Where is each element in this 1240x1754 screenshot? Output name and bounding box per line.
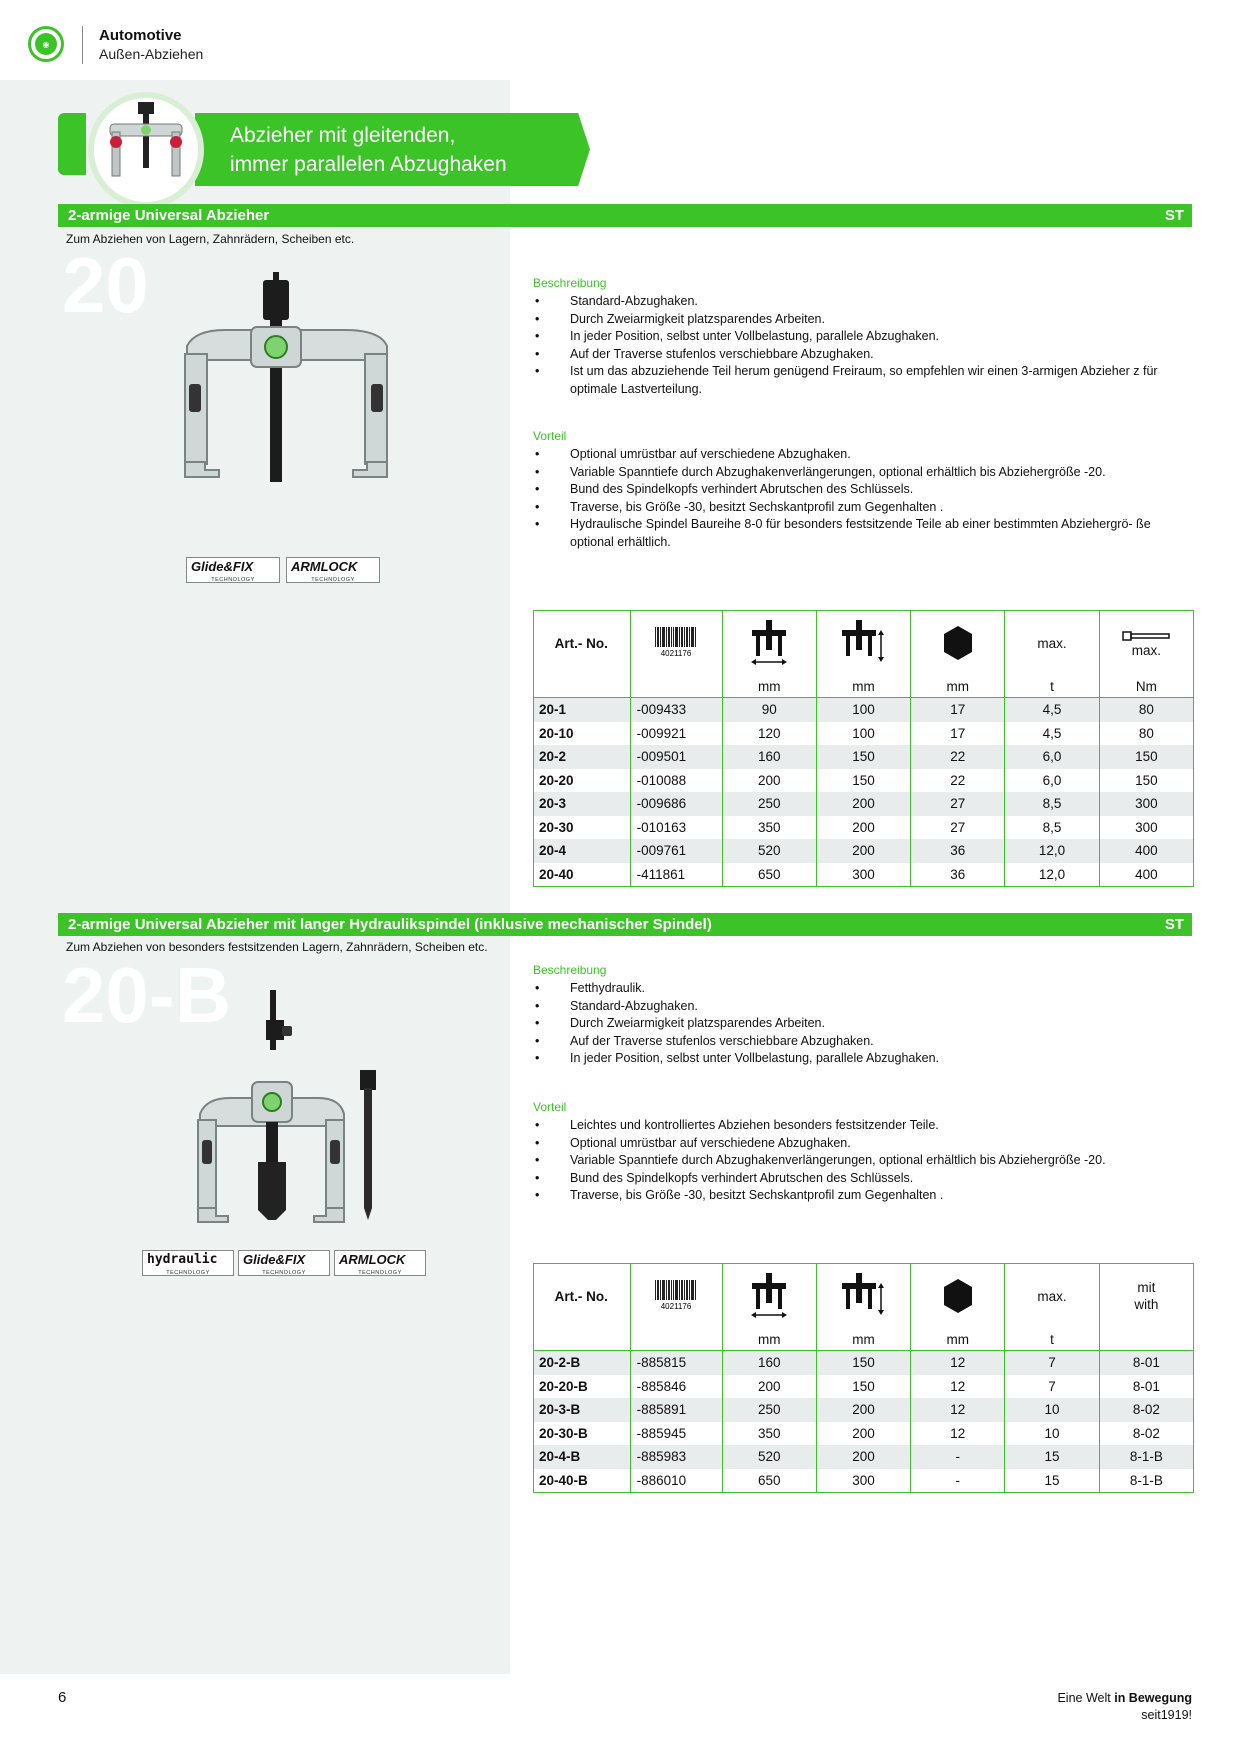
table-cell: 20-40-B <box>539 1472 588 1488</box>
reach-icon-header <box>722 611 816 676</box>
table-cell: 200 <box>816 792 910 816</box>
badge-armlock <box>286 557 380 583</box>
section2-vorteil-label: Vorteil <box>533 1100 567 1114</box>
table-cell: -411861 <box>630 863 722 887</box>
table-cell: 10 <box>1005 1398 1099 1422</box>
hexagon-icon <box>942 625 974 661</box>
slogan-bold: in Bewegung <box>1114 1691 1192 1705</box>
table-row <box>534 722 1194 746</box>
unit-cell <box>630 1328 722 1351</box>
table-cell: 150 <box>1099 745 1193 769</box>
section2-title: 2-armige Universal Abzieher mit langer Hydraulikspindel (inklusive mechanischer Spindel) <box>68 916 712 933</box>
table-cell: 150 <box>816 1375 910 1399</box>
table-cell: 200 <box>722 1375 816 1399</box>
torque-wrench-icon <box>1121 629 1171 643</box>
table-cell: 80 <box>1099 722 1193 746</box>
table-cell: 22 <box>911 745 1005 769</box>
table-cell: 7 <box>1005 1351 1099 1375</box>
table-cell: 20-20-B <box>539 1378 588 1394</box>
section2-table-body <box>534 1351 1194 1493</box>
banner-title-line1: Abzieher mit gleitenden, <box>230 124 456 147</box>
list-item: • Variable Spanntiefe durch Abzughakenverlängerungen, optional erhältlich bis Abziehergröße -20. <box>533 1152 1193 1170</box>
table-cell: -009761 <box>630 839 722 863</box>
badge-armlock-tech: TECHNOLOGY <box>358 1270 402 1276</box>
section1-code: ST <box>1164 207 1184 224</box>
list-item: • Fetthydraulik. <box>533 980 1193 998</box>
header-divider <box>82 26 83 64</box>
table-row <box>534 816 1194 840</box>
table-cell: -009686 <box>630 792 722 816</box>
table-cell: 150 <box>1099 769 1193 793</box>
banner-tab <box>58 113 86 175</box>
max-torque-header <box>1099 611 1193 676</box>
table-cell: 650 <box>722 1469 816 1493</box>
table-cell: 20-20 <box>539 772 574 788</box>
table-cell: 8-02 <box>1099 1398 1193 1422</box>
section2-beschreibung-list <box>533 980 1193 1068</box>
banner-product-image <box>88 92 204 208</box>
section1-vorteil-label: Vorteil <box>533 429 567 443</box>
slogan-line2: seit1919! <box>1141 1708 1192 1722</box>
list-item: • In jeder Position, selbst unter Vollbelastung, parallele Abzughaken. <box>533 328 1193 346</box>
section1-big-number: 20 <box>62 241 149 329</box>
footer-slogan <box>1057 1690 1192 1724</box>
list-item: • Durch Zweiarmigkeit platzsparendes Arbeiten. <box>533 1015 1193 1033</box>
table-cell: 300 <box>1099 792 1193 816</box>
table-cell: 12 <box>911 1422 1005 1446</box>
unit-cell: mm <box>911 675 1005 698</box>
table-cell: -885983 <box>630 1445 722 1469</box>
badge-glide-fix-tech: TECHNOLOGY <box>262 1270 306 1276</box>
table-cell: - <box>911 1469 1005 1493</box>
table-cell: 20-3-B <box>534 1398 631 1422</box>
table-row <box>534 745 1194 769</box>
section2-beschreibung-label: Beschreibung <box>533 963 607 977</box>
section1-title: 2-armige Universal Abzieher <box>68 207 270 224</box>
list-item: • Traverse, bis Größe -30, besitzt Sechskantprofil zum Gegenhalten . <box>533 1187 1193 1205</box>
table-cell: 520 <box>722 839 816 863</box>
table-cell: 15 <box>1005 1445 1099 1469</box>
badge-glide-fix <box>186 557 280 583</box>
section1-vorteil-list <box>533 446 1193 551</box>
header-subcategory: Außen-Abziehen <box>99 46 204 62</box>
table-units-row <box>534 1328 1194 1351</box>
table-cell: 36 <box>911 839 1005 863</box>
list-item: • Durch Zweiarmigkeit platzsparendes Arbeiten. <box>533 311 1193 329</box>
badge-armlock-label: ARMLOCK <box>339 1252 406 1267</box>
table-row <box>534 792 1194 816</box>
unit-cell: mm <box>911 1328 1005 1351</box>
reach-depth-icon <box>841 620 885 666</box>
table-cell: 17 <box>911 722 1005 746</box>
unit-cell <box>1099 1328 1193 1351</box>
section2-header <box>58 913 1192 936</box>
reach-icon-header <box>722 1264 816 1329</box>
unit-cell: mm <box>722 1328 816 1351</box>
table-cell: 300 <box>816 1469 910 1493</box>
table-cell: 300 <box>816 863 910 887</box>
max-force-label: max. <box>1037 1288 1067 1304</box>
badge-armlock <box>334 1250 426 1276</box>
table-row <box>534 1375 1194 1399</box>
banner-title <box>230 121 507 179</box>
table-cell: 400 <box>1099 863 1193 887</box>
table-cell: 100 <box>816 698 910 722</box>
list-item: • Standard-Abzughaken. <box>533 998 1193 1016</box>
barcode-icon <box>653 1278 699 1312</box>
artno-header: Art.- No. <box>554 635 608 651</box>
table-cell: 250 <box>722 792 816 816</box>
unit-cell: mm <box>722 675 816 698</box>
unit-cell <box>534 675 631 698</box>
list-item: • Ist um das abzuziehende Teil herum genügend Freiraum, so empfehlen wir einen 3-armigen Abzieher z für optimale Lastverteilung. <box>533 363 1193 398</box>
table-cell: 90 <box>722 698 816 722</box>
section2-spec-table <box>533 1263 1194 1493</box>
table-cell: 200 <box>816 816 910 840</box>
table-row <box>534 698 1194 722</box>
section2-subtitle: Zum Abziehen von besonders festsitzenden Lagern, Zahnrädern, Scheiben etc. <box>66 940 488 954</box>
table-cell: 20-30-B <box>539 1425 588 1441</box>
table-cell: -885815 <box>630 1351 722 1375</box>
section1-spec-table <box>533 610 1194 887</box>
hex-icon-header <box>911 1264 1005 1329</box>
table-cell: 150 <box>816 745 910 769</box>
table-cell: 400 <box>1099 839 1193 863</box>
table-cell: 120 <box>722 722 816 746</box>
table-row <box>534 1445 1194 1469</box>
table-cell: 20-1 <box>534 698 631 722</box>
table-cell: 15 <box>1005 1469 1099 1493</box>
table-cell: -885945 <box>630 1422 722 1446</box>
max-torque-label: max. <box>1131 642 1161 658</box>
table-cell: 17 <box>911 698 1005 722</box>
table-header-row <box>534 611 1194 676</box>
table-cell: -886010 <box>630 1469 722 1493</box>
table-row <box>534 1398 1194 1422</box>
table-units-row <box>534 675 1194 698</box>
unit-cell: mm <box>816 1328 910 1351</box>
list-item: • Auf der Traverse stufenlos verschiebbare Abzughaken. <box>533 1033 1193 1051</box>
table-cell: 200 <box>722 769 816 793</box>
table-cell: 250 <box>722 1398 816 1422</box>
badge-hydraulic <box>142 1250 234 1276</box>
table-row <box>534 769 1194 793</box>
list-item: • In jeder Position, selbst unter Vollbelastung, parallele Abzughaken. <box>533 1050 1193 1068</box>
list-item: • Leichtes und kontrolliertes Abziehen besonders festsitzender Teile. <box>533 1117 1193 1135</box>
table-cell: 8-02 <box>1099 1422 1193 1446</box>
section2-big-number: 20-B <box>62 951 232 1039</box>
badge-glide-fix-label: Glide&FIX <box>191 559 254 574</box>
product-image-20 <box>175 272 405 487</box>
table-cell: 12 <box>911 1398 1005 1422</box>
table-cell: 20-10 <box>539 725 574 741</box>
list-item: • Bund des Spindelkopfs verhindert Abrutschen des Schlüssels. <box>533 1170 1193 1188</box>
list-item: • Traverse, bis Größe -30, besitzt Sechskantprofil zum Gegenhalten . <box>533 499 1193 517</box>
section2-code: ST <box>1164 916 1184 933</box>
list-item: • Standard-Abzughaken. <box>533 293 1193 311</box>
table-header-row <box>534 1264 1194 1329</box>
table-cell: 20-4 <box>534 839 631 863</box>
table-cell: 350 <box>722 1422 816 1446</box>
list-item: • Bund des Spindelkopfs verhindert Abrutschen des Schlüssels. <box>533 481 1193 499</box>
table-cell: 350 <box>722 816 816 840</box>
badge-armlock-tech: TECHNOLOGY <box>311 577 355 583</box>
table-cell: 80 <box>1099 698 1193 722</box>
table-cell: 20-2-B <box>534 1351 631 1375</box>
unit-cell: Nm <box>1099 675 1193 698</box>
table-row <box>534 863 1194 887</box>
table-cell: 520 <box>722 1445 816 1469</box>
table-cell: 27 <box>911 816 1005 840</box>
table-cell: -010088 <box>630 769 722 793</box>
barcode-text: 4021176 <box>660 648 692 658</box>
table-cell: -009433 <box>630 698 722 722</box>
table-cell: 12 <box>911 1375 1005 1399</box>
table-cell: 100 <box>816 722 910 746</box>
depth-icon-header <box>816 1264 910 1329</box>
table-row <box>534 839 1194 863</box>
table-cell: 12 <box>911 1351 1005 1375</box>
list-item: • Optional umrüstbar auf verschiedene Abzughaken. <box>533 1135 1193 1153</box>
list-item: • Optional umrüstbar auf verschiedene Abzughaken. <box>533 446 1193 464</box>
header-category: Automotive <box>99 27 182 44</box>
table-cell: 22 <box>911 769 1005 793</box>
barcode-header <box>630 1264 722 1329</box>
table-cell: 8-1-B <box>1099 1445 1193 1469</box>
table-cell: 27 <box>911 792 1005 816</box>
with-spindle-label: mit with <box>1134 1280 1159 1312</box>
hexagon-icon <box>942 1278 974 1314</box>
table-cell: 150 <box>816 1351 910 1375</box>
badge-hydraulic-label: hydraulic <box>147 1252 218 1267</box>
barcode-text: 4021176 <box>660 1301 692 1311</box>
list-item: • Hydraulische Spindel Baureihe 8-0 für besonders festsitzende Teile ab einer bestimmten Abziehergrö- ße optional erhältlich. <box>533 516 1193 551</box>
product-image-20-b <box>190 990 430 1230</box>
unit-cell: t <box>1005 1328 1099 1351</box>
table-cell: 6,0 <box>1005 769 1099 793</box>
table-cell: 8-01 <box>1099 1351 1193 1375</box>
badge-glide-fix-tech: TECHNOLOGY <box>211 577 255 583</box>
barcode-header <box>630 611 722 676</box>
table-cell: 20-30 <box>539 819 574 835</box>
brand-logo-mark: ◉ <box>35 33 57 55</box>
table-cell: 200 <box>816 1398 910 1422</box>
table-cell: 12,0 <box>1005 839 1099 863</box>
banner-title-line2: immer parallelen Abzughaken <box>230 153 507 176</box>
badge-armlock-label: ARMLOCK <box>291 559 358 574</box>
table-cell: 200 <box>816 1445 910 1469</box>
table-cell: -885846 <box>630 1375 722 1399</box>
unit-cell <box>534 1328 631 1351</box>
table-cell: 20-4-B <box>534 1445 631 1469</box>
table-cell: 36 <box>911 863 1005 887</box>
table-cell: 20-3 <box>534 792 631 816</box>
table-cell: 4,5 <box>1005 722 1099 746</box>
badge-glide-fix <box>238 1250 330 1276</box>
unit-cell <box>630 675 722 698</box>
max-force-header <box>1005 611 1099 676</box>
section1-beschreibung-list <box>533 293 1193 398</box>
table-cell: 6,0 <box>1005 745 1099 769</box>
hex-icon-header <box>911 611 1005 676</box>
unit-cell: mm <box>816 675 910 698</box>
table-row <box>534 1469 1194 1493</box>
table-cell: 160 <box>722 1351 816 1375</box>
page-number: 6 <box>58 1689 67 1706</box>
barcode-icon <box>653 625 699 659</box>
unit-cell: t <box>1005 675 1099 698</box>
table-cell: 20-40 <box>539 866 574 882</box>
table-cell: 8-01 <box>1099 1375 1193 1399</box>
table-cell: 12,0 <box>1005 863 1099 887</box>
table-cell: -010163 <box>630 816 722 840</box>
table-cell: 150 <box>816 769 910 793</box>
table-row <box>534 1351 1194 1375</box>
brand-logo <box>28 26 64 62</box>
artno-header: Art.- No. <box>554 1288 608 1304</box>
table-cell: 10 <box>1005 1422 1099 1446</box>
section1-table-body <box>534 698 1194 887</box>
table-cell: 20-2 <box>534 745 631 769</box>
table-cell: 160 <box>722 745 816 769</box>
slogan-pre: Eine Welt <box>1057 1691 1111 1705</box>
table-cell: 650 <box>722 863 816 887</box>
table-cell: -009501 <box>630 745 722 769</box>
section1-subtitle: Zum Abziehen von Lagern, Zahnrädern, Scheiben etc. <box>66 232 355 246</box>
reach-depth-icon <box>841 1273 885 1319</box>
badge-glide-fix-label: Glide&FIX <box>243 1252 306 1267</box>
section2-vorteil-list <box>533 1117 1193 1205</box>
table-cell: - <box>911 1445 1005 1469</box>
list-item: • Variable Spanntiefe durch Abzughakenverlängerungen, optional erhältlich bis Abziehergröße -20. <box>533 464 1193 482</box>
table-cell: -885891 <box>630 1398 722 1422</box>
list-item: • Auf der Traverse stufenlos verschiebbare Abzughaken. <box>533 346 1193 364</box>
badge-hydraulic-tech: TECHNOLOGY <box>166 1270 210 1276</box>
table-cell: 7 <box>1005 1375 1099 1399</box>
slogan-line1 <box>1057 1690 1192 1707</box>
max-force-label: max. <box>1037 635 1067 651</box>
table-cell: 300 <box>1099 816 1193 840</box>
max-force-header <box>1005 1264 1099 1329</box>
table-cell: 200 <box>816 1422 910 1446</box>
spread-width-icon <box>749 1273 789 1319</box>
table-cell: 8-1-B <box>1099 1469 1193 1493</box>
table-cell: -009921 <box>630 722 722 746</box>
table-row <box>534 1422 1194 1446</box>
spread-width-icon <box>749 620 789 666</box>
table-cell: 8,5 <box>1005 792 1099 816</box>
table-cell: 200 <box>816 839 910 863</box>
with-spindle-header <box>1099 1264 1193 1329</box>
table-cell: 8,5 <box>1005 816 1099 840</box>
section1-header <box>58 204 1192 227</box>
depth-icon-header <box>816 611 910 676</box>
table-cell: 4,5 <box>1005 698 1099 722</box>
section1-beschreibung-label: Beschreibung <box>533 276 607 290</box>
